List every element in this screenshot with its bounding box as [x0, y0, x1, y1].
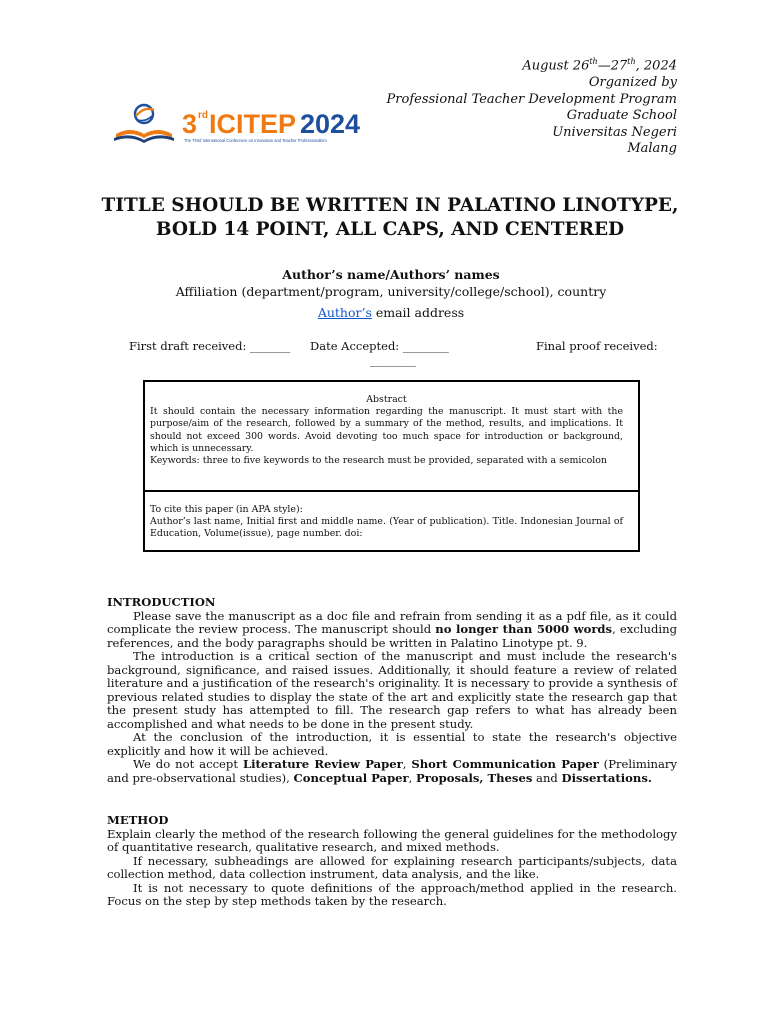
author-email: Author’s email address: [317, 305, 465, 320]
abstract-heading: Abstract: [366, 394, 407, 405]
abstract-divider: [145, 490, 638, 492]
globe-icon: [135, 105, 154, 123]
cite-text: Author’s last name, Initial first and middle name. (Year of publication). Title. Indonesian Journal of Education, Volume(issue), page number. doi:: [150, 516, 623, 540]
author-names: Author’s name/Authors’ names: [282, 267, 500, 282]
introduction-paragraph: At the conclusion of the introduction, it is essential to state the research's objective explicitly and how it will be achieved.: [107, 730, 677, 758]
organizer-program: Professional Teacher Development Program: [386, 91, 677, 107]
paper-title: TITLE SHOULD BE WRITTEN IN PALATINO LINOTYPE, BOLD 14 POINT, ALL CAPS, AND CENTERED: [101, 195, 679, 240]
author-affiliation: Affiliation (department/program, university/college/school), country: [175, 284, 607, 299]
method-paragraph: It is not necessary to quote definitions of the approach/method applied in the research. Focus on the step by step methods taken by the research.: [107, 880, 677, 908]
organizer-city: Malang: [627, 141, 677, 157]
cite-heading: To cite this paper (in APA style):: [150, 504, 303, 515]
introduction-paragraph: We do not accept Literature Review Paper, Short Communication Paper (Preliminary and pre-observational studies), Conceptual Paper, Proposals, Theses and Dissertations.: [107, 757, 677, 785]
abstract-text: It should contain the necessary information regarding the manuscript. It must start with the purpose/aim of the research, followed by a summary of the method, results, and implications. It should not exceed 300 words. Avoid devoting too much space for introduction or background, which is unnecessary.: [150, 406, 623, 454]
introduction-section: [107, 596, 677, 785]
abstract-keywords: Keywords: three to five keywords to the research must be provided, separated with a semicolon: [150, 455, 607, 467]
organizer-university: Universitas Negeri: [552, 124, 677, 140]
method-heading: METHOD: [107, 813, 169, 827]
logo-tagline: The Third International Conference on Innovation and Teacher Professionalism: [184, 138, 327, 143]
introduction-heading: INTRODUCTION: [107, 595, 216, 609]
introduction-paragraph: Please save the manuscript as a doc file and refrain from sending it as a pdf file, as it could complicate the review process. The manuscript should no longer than 5000 words, excluding references, and the body paragraphs should be written in Palatino Linotype pt. 9.: [107, 608, 677, 650]
first-draft-received: First draft received: _______: [129, 339, 291, 353]
conference-date: August 26th—27th, 2024: [522, 57, 677, 74]
conference-info: [387, 54, 677, 158]
organized-by: Organized by: [588, 74, 677, 90]
icitep-logo: [112, 100, 382, 148]
final-proof-blank: ________: [370, 353, 416, 367]
author-email-link[interactable]: Author’s: [317, 305, 372, 320]
final-proof-received: Final proof received:: [536, 339, 658, 353]
book-icon: [114, 130, 174, 143]
logo-ordinal-sup: rd: [198, 110, 208, 121]
logo-year: 2024: [300, 109, 361, 139]
introduction-paragraph: The introduction is a critical section of the manuscript and must include the research's background, significance, and raised issues. Additionally, it should feature a review of related literature and a justification of the research's originality. It is necessary to provide a synthesis of previous related studies to display the state of the art and explicitly state the research gap that the present study has attempted to fill. The research gap refers to what has already been accomplished and what needs to be done in the present study.: [107, 649, 677, 731]
logo-ordinal: 3: [182, 109, 198, 139]
logo-name: ICITEP: [209, 109, 297, 139]
abstract-box: [143, 380, 640, 552]
method-section: [107, 814, 677, 909]
method-paragraph: If necessary, subheadings are allowed for explaining research participants/subjects, data collection method, data collection instrument, data analysis, and the like.: [107, 853, 677, 881]
method-paragraph: Explain clearly the method of the research following the general guidelines for the methodology of quantitative research, qualitative research, and mixed methods.: [107, 826, 677, 854]
date-accepted: Date Accepted: ________: [310, 339, 449, 353]
organizer-school: Graduate School: [566, 108, 677, 124]
